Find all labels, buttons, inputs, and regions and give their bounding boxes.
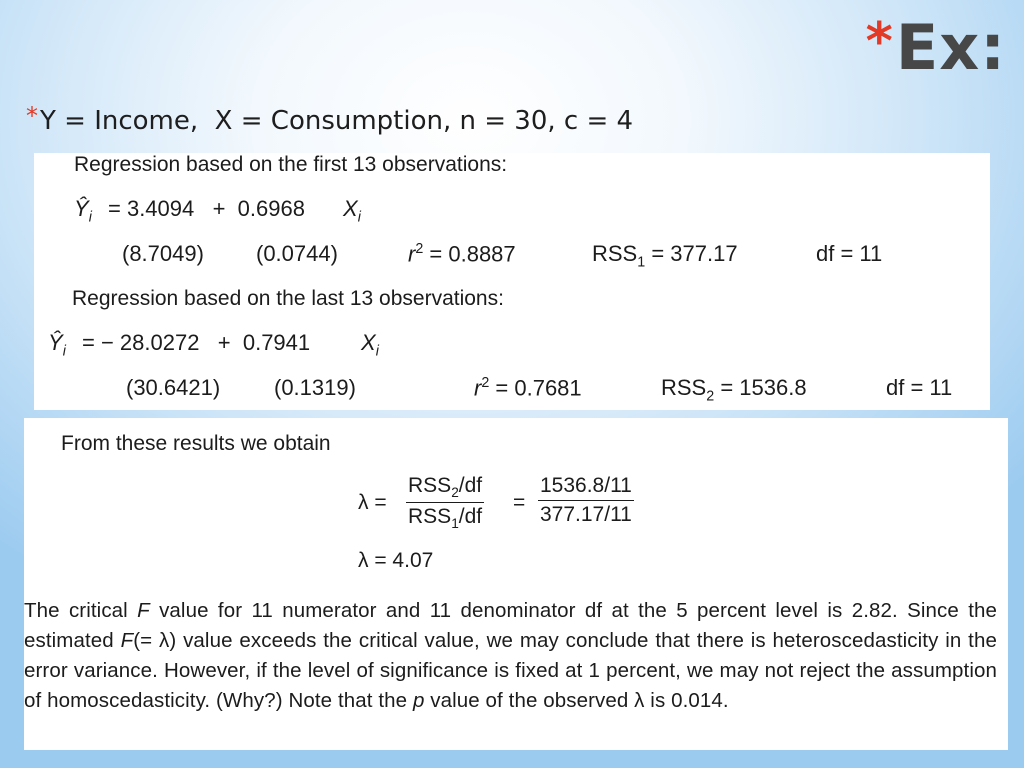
equals-sign: =	[513, 491, 526, 514]
fraction-denominator: 377.17/11	[540, 503, 632, 526]
lambda-symbol: λ =	[358, 491, 387, 514]
fraction-numerator: 1536.8/11	[538, 474, 634, 501]
bullet-text: Y = Income, X = Consumption, n = 30, c = 4	[40, 106, 634, 136]
first-equation: = 3.4094 + 0.6968	[108, 196, 305, 221]
lambda-results-panel	[24, 418, 1008, 750]
results-intro: From these results we obtain	[61, 432, 331, 455]
numeric-ratio-fraction	[538, 474, 634, 527]
conclusion-paragraph: The critical F value for 11 numerator and 11 denominator df at the 5 percent level is 2.82. Since the estimated F(= λ) value exceeds the critical value, we may conclude that there is heteroscedasticity in the error variance. However, if the level of significance is fixed at 1 percent, we may not reject the assumption of homoscedasticity. (Why?) Note that the p value of the observed λ is 0.014.	[24, 599, 997, 712]
first-se-intercept: (8.7049)	[122, 241, 204, 266]
regression-results-panel	[34, 153, 990, 410]
asterisk-bullet-icon: *	[865, 12, 894, 72]
last-r-squared: $r^2 = 0.7681$	[474, 375, 582, 401]
last-yhat: $Ŷ_i$	[48, 330, 66, 360]
slide-title	[866, 6, 1006, 90]
lambda-result: λ = 4.07	[358, 549, 434, 572]
last-rss: $RSS_2 = 1536.8$	[661, 375, 807, 405]
last-se-intercept: (30.6421)	[126, 375, 221, 400]
slide-title-text: Ex:	[895, 11, 1006, 84]
last-equation: = − 28.0272 + 0.7941	[82, 330, 311, 355]
asterisk-bullet-icon: *	[26, 102, 38, 130]
rss-ratio-fraction	[406, 474, 484, 531]
last-se-slope: (0.1319)	[274, 375, 356, 400]
fraction-numerator: $RSS_2/df$	[406, 474, 484, 503]
first-df: df = 11	[816, 241, 883, 266]
first-x-term: $X_i$	[343, 196, 361, 226]
bullet-point	[26, 102, 634, 136]
last-x-term: $X_i$	[361, 330, 379, 360]
first-r-squared: $r^2 = 0.8887$	[408, 241, 516, 267]
last-regression-heading: Regression based on the last 13 observations:	[72, 287, 504, 310]
fraction-denominator: $RSS_1/df$	[408, 505, 483, 532]
first-rss: $RSS_1 = 377.17$	[592, 241, 738, 271]
first-yhat: $Ŷ_i$	[74, 196, 92, 226]
first-se-slope: (0.0744)	[256, 241, 338, 266]
first-regression-heading: Regression based on the first 13 observations:	[74, 153, 508, 176]
last-df: df = 11	[886, 375, 953, 400]
